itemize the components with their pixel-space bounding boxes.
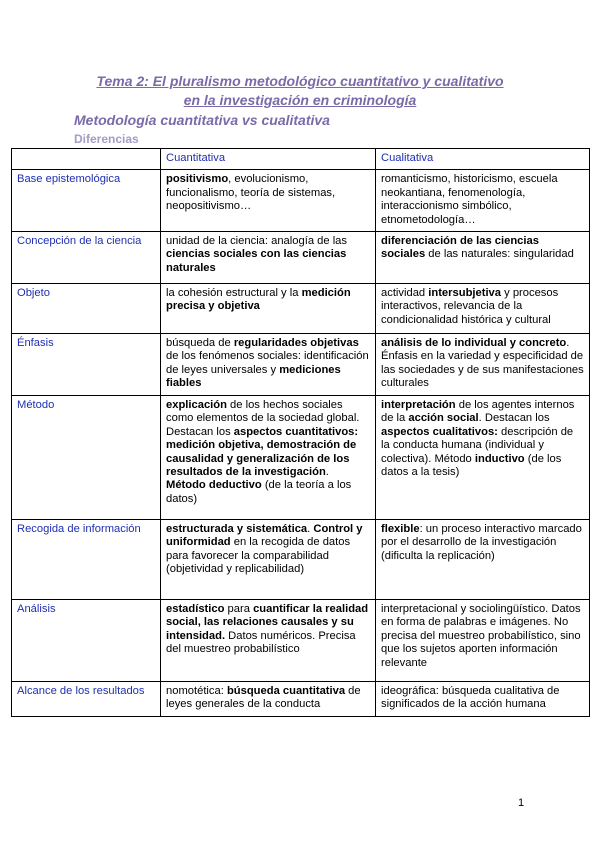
cell-text-segment: mediciones fiables (166, 363, 341, 390)
row-label: Objeto (12, 284, 161, 334)
column-header-quantitative: Cuantitativa (161, 149, 376, 170)
cell-text-segment: , evolucionismo, funcionalismo, teoría de sistemas, neopositivismo… (166, 173, 336, 213)
document-title (0, 72, 600, 110)
cell-quantitative (161, 232, 376, 284)
cell-quantitative (161, 284, 376, 334)
cell-text-segment: de los fenómenos sociales: identificación de leyes universales y (166, 350, 369, 376)
title-line-2: en la investigación en criminología (183, 92, 417, 108)
cell-quantitative (161, 682, 376, 717)
row-label: Énfasis (12, 334, 161, 396)
cell-text-segment: descripción de la conducta humana (individual y colectiva). Método (381, 425, 574, 465)
cell-text-segment: de los agentes internos de la (381, 399, 575, 425)
cell-text-segment: romanticismo, historicismo, escuela neokantiana, fenomenología, interaccionismo simbólico, etnometodología… (381, 173, 558, 226)
cell-text-segment: y procesos interactivos, relevancia de la condicionalidad histórica y cultural (381, 287, 559, 326)
cell-qualitative (376, 232, 590, 284)
cell-text-segment: ciencias sociales con las ciencias naturales (166, 248, 347, 274)
cell-text-segment: . (325, 466, 329, 479)
cell-text-segment: acción social (408, 412, 479, 425)
cell-text-segment: en la recogida de datos para favorecer la comparabilidad (objetividad y replicabilidad) (166, 536, 351, 576)
cell-text-segment: regularidades objetivas (233, 337, 359, 350)
cell-quantitative (161, 334, 376, 396)
table-row (12, 682, 590, 717)
column-header-qualitative: Cualitativa (376, 149, 590, 170)
table-row (12, 232, 590, 284)
row-label: Alcance de los resultados (12, 682, 161, 717)
cell-text-segment: intersubjetiva (428, 287, 502, 300)
cell-text-segment: inductivo (474, 452, 525, 465)
cell-text-segment: búsqueda de (166, 337, 234, 350)
cell-text-segment: unidad de la ciencia: analogía de las (166, 235, 347, 248)
cell-text-segment: flexible (381, 523, 420, 536)
cell-text-segment: Control y uniformidad (166, 523, 363, 549)
cell-text-segment: actividad (381, 287, 429, 300)
cell-text-segment: ideográfica: búsqueda cualitativa de significados de la acción humana (381, 685, 560, 711)
cell-text-segment: . (307, 523, 314, 536)
cell-qualitative (376, 682, 590, 717)
table-header-empty (12, 149, 161, 170)
cell-qualitative (376, 334, 590, 396)
cell-text-segment: nomotética: (166, 685, 227, 698)
table-row (12, 170, 590, 232)
row-label: Base epistemológica (12, 170, 161, 232)
cell-qualitative (376, 170, 590, 232)
title-line-1: Tema 2: El pluralismo metodológico cuantitativo y cualitativo (96, 73, 504, 89)
cell-text-segment: . Destacan los (478, 412, 550, 425)
table-row (12, 600, 590, 682)
row-label: Recogida de información (12, 520, 161, 600)
cell-text-segment: de leyes generales de la conducta (166, 685, 361, 711)
table-header-row (12, 149, 590, 170)
table-row (12, 284, 590, 334)
cell-text-segment: de los hechos sociales como elementos de la sociedad global. Destacan los (166, 399, 360, 438)
table-row (12, 520, 590, 600)
cell-text-segment: . Énfasis en la variedad y especificidad de las sociedades y de sus manifestaciones culturales (381, 337, 584, 390)
section-subtitle: Metodología cuantitativa vs cualitativa (74, 112, 330, 128)
cell-text-segment: para (224, 603, 254, 616)
cell-text-segment: estructurada y sistemática (166, 523, 308, 536)
cell-qualitative (376, 284, 590, 334)
cell-text-segment: análisis de lo individual y concreto (381, 337, 567, 350)
cell-text-segment: interpretacional y sociolingüístico. Datos en forma de palabras e imágenes. No precisa del muestreo probabilístico, sino que los sujetos aporten información relevante (381, 603, 581, 669)
table-row (12, 396, 590, 520)
row-label: Método (12, 396, 161, 520)
cell-text-segment: Datos numéricos. Precisa del muestreo probabilístico (166, 629, 356, 656)
cell-qualitative (376, 600, 590, 682)
cell-text-segment: positivismo (166, 173, 229, 186)
cell-quantitative (161, 600, 376, 682)
cell-text-segment: (de la teoría a los datos) (166, 479, 352, 505)
cell-quantitative (161, 520, 376, 600)
cell-text-segment: aspectos cualitativos: (381, 425, 498, 438)
cell-text-segment: medición precisa y objetiva (166, 287, 351, 313)
cell-text-segment: Método deductivo (166, 479, 262, 492)
cell-text-segment: interpretación (381, 399, 456, 412)
row-label: Análisis (12, 600, 161, 682)
cell-text-segment: búsqueda cuantitativa (226, 685, 346, 698)
row-label: Concepción de la ciencia (12, 232, 161, 284)
cell-text-segment: : un proceso interactivo marcado por el desarrollo de la investigación (dificulta la replicación) (381, 523, 582, 562)
cell-text-segment: cuantificar la realidad social, las relaciones causales y su intensidad. (166, 603, 369, 642)
cell-text-segment: (de los datos a la tesis) (381, 452, 562, 479)
cell-text-segment: aspectos cuantitativos: medición objetiva, demostración de causalidad y generalización de los resultados de la investigación (166, 425, 359, 479)
cell-text-segment: diferenciación de las ciencias sociales (381, 235, 539, 261)
section-subsubtitle: Diferencias (74, 132, 139, 146)
cell-quantitative (161, 170, 376, 232)
page-number: 1 (518, 797, 525, 809)
cell-qualitative (376, 396, 590, 520)
comparison-table (11, 148, 590, 717)
cell-qualitative (376, 520, 590, 600)
cell-text-segment: la cohesión estructural y la (166, 287, 302, 300)
cell-quantitative (161, 396, 376, 520)
cell-text-segment: explicación (166, 399, 227, 412)
cell-text-segment: estadístico (166, 603, 225, 616)
table-row (12, 334, 590, 396)
cell-text-segment: de las naturales: singularidad (425, 248, 574, 261)
